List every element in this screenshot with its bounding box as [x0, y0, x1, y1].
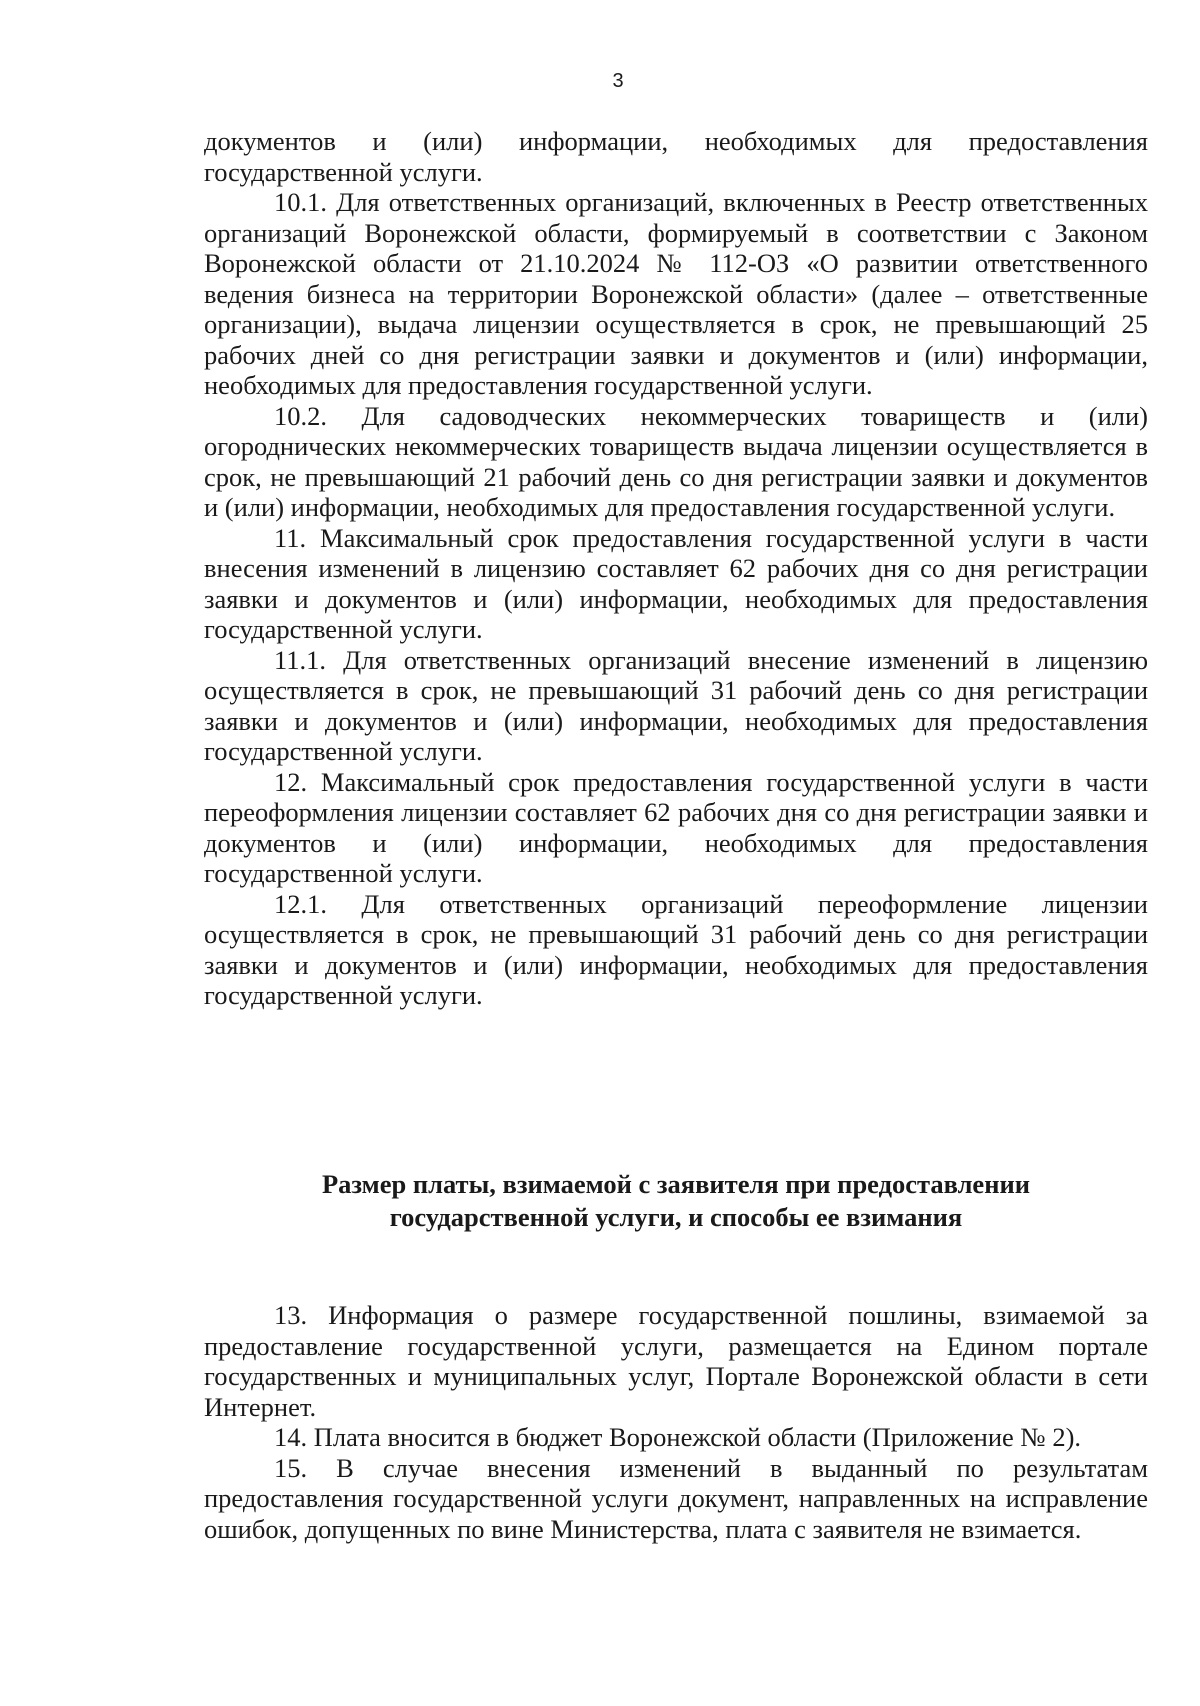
body-text-top — [204, 126, 1148, 1011]
page-number: 3 — [612, 70, 624, 92]
body-text-bottom — [204, 1300, 1148, 1544]
paragraph-14: 14. Плата вносится в бюджет Воронежской области (Приложение № 2). — [274, 1422, 1082, 1452]
paragraph-continuation: документов и (или) информации, необходимых для предоставления государственной услуги. — [204, 126, 1148, 187]
paragraph-12: 12. Максимальный срок предоставления государственной услуги в части переоформления лицензии составляет 62 рабочих дня со дня регистрации заявки и документов и (или) информации, необходимых для предоставления государственной услуги. — [204, 766, 1148, 888]
section-heading — [204, 1168, 1148, 1234]
paragraph-15: 15. В случае внесения изменений в выданный по результатам предоставления государственной услуги документ, направленных на исправление ошибок, допущенных по вине Министерства, плата с заявителя не взимается. — [204, 1452, 1148, 1544]
paragraph-11-1: 11.1. Для ответственных организаций внесение изменений в лицензию осуществляется в срок, не превышающий 31 рабочий день со дня регистрации заявки и документов и (или) информации, необходимых для предоставления государственной услуги. — [204, 644, 1148, 766]
paragraph-13: 13. Информация о размере государственной пошлины, взимаемой за предоставление государственной услуги, размещается на Едином портале государственных и муниципальных услуг, Портале Воронежской области в сети Интернет. — [204, 1300, 1148, 1422]
paragraph-10-1: 10.1. Для ответственных организаций, включенных в Реестр ответственных организаций Воронежской области, формируемый в соответствии с Законом Воронежской области от 21.10.2024 № 112-ОЗ «О развитии ответственного ведения бизнеса на территории Воронежской области» (далее – ответственные организации), выдача лицензии осуществляется в срок, не превышающий 25 рабочих дней со дня регистрации заявки и документов и (или) информации, необходимых для предоставления государственной услуги. — [204, 187, 1148, 400]
paragraph-11: 11. Максимальный срок предоставления государственной услуги в части внесения изменений в лицензию составляет 62 рабочих дня со дня регистрации заявки и документов и (или) информации, необходимых для предоставления государственной услуги. — [204, 522, 1148, 644]
paragraph-10-2: 10.2. Для садоводческих некоммерческих товариществ и (или) огороднических некоммерческих товариществ выдача лицензии осуществляется в срок, не превышающий 21 рабочий день со дня регистрации заявки и документов и (или) информации, необходимых для предоставления государственной услуги. — [204, 400, 1148, 522]
section-heading-line-1: Размер платы, взимаемой с заявителя при предоставлении — [321, 1169, 1031, 1199]
paragraph-12-1: 12.1. Для ответственных организаций переоформление лицензии осуществляется в срок, не превышающий 31 рабочий день со дня регистрации заявки и документов и (или) информации, необходимых для предоставления государственной услуги. — [204, 888, 1148, 1010]
section-heading-line-2: государственной услуги, и способы ее взимания — [389, 1202, 963, 1232]
